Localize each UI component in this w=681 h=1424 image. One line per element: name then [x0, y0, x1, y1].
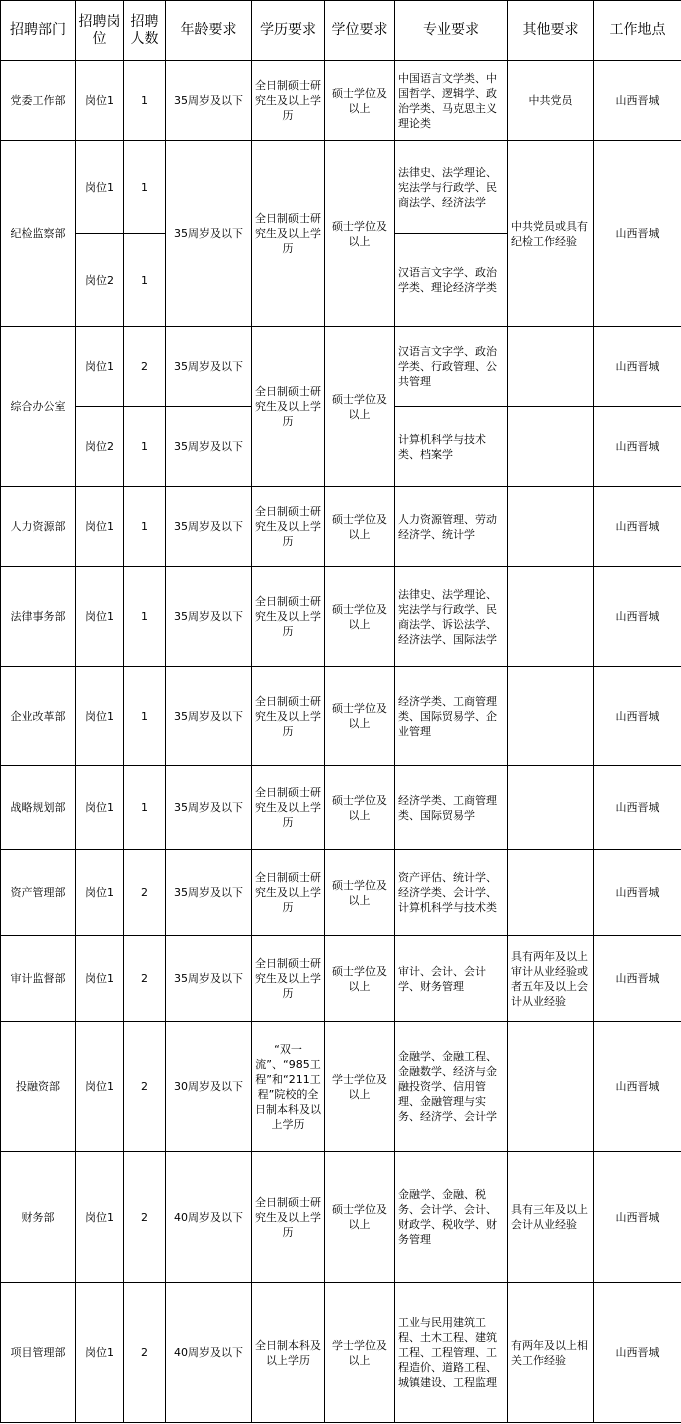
post-cell: 岗位1: [76, 850, 124, 936]
degree-cell: 硕士学位及以上: [325, 61, 395, 141]
other-cell: [508, 1022, 594, 1152]
header-count: 招聘人数: [124, 1, 166, 61]
degree-cell: 硕士学位及以上: [325, 141, 395, 327]
other-cell: 具有三年及以上会计从业经验: [508, 1152, 594, 1283]
major-cell: 计算机科学与技术类、档案学: [395, 407, 508, 487]
post-cell: 岗位1: [76, 766, 124, 850]
location-cell: 山西晋城: [594, 850, 681, 936]
count-cell: 2: [124, 327, 166, 407]
age-cell: 35周岁及以下: [166, 667, 252, 766]
age-cell: 35周岁及以下: [166, 850, 252, 936]
post-cell: 岗位1: [76, 327, 124, 407]
post-cell: 岗位1: [76, 61, 124, 141]
count-cell: 1: [124, 61, 166, 141]
major-cell: 中国语言文学类、中国哲学、逻辑学、政治学类、马克思主义理论类: [395, 61, 508, 141]
dept-cell: 财务部: [1, 1152, 76, 1283]
count-cell: 2: [124, 1152, 166, 1283]
other-cell: [508, 487, 594, 567]
edu-cell: 全日制硕士研究生及以上学历: [252, 61, 325, 141]
count-cell: 1: [124, 766, 166, 850]
dept-cell: 投融资部: [1, 1022, 76, 1152]
table-row: [1, 850, 681, 936]
other-cell: 具有两年及以上审计从业经验或者五年及以上会计从业经验: [508, 936, 594, 1022]
degree-cell: 硕士学位及以上: [325, 936, 395, 1022]
count-cell: 1: [124, 567, 166, 667]
degree-cell: 硕士学位及以上: [325, 766, 395, 850]
header-age: 年龄要求: [166, 1, 252, 61]
degree-cell: 硕士学位及以上: [325, 1152, 395, 1283]
dept-cell: 综合办公室: [1, 327, 76, 487]
count-cell: 2: [124, 936, 166, 1022]
table-row: [1, 567, 681, 667]
major-cell: 金融学、金融工程、金融数学、经济与金融投资学、信用管理、金融管理与实务、经济学、会计学: [395, 1022, 508, 1152]
major-cell: 工业与民用建筑工程、土木工程、建筑工程、工程管理、工程造价、道路工程、城镇建设、工程监理: [395, 1283, 508, 1423]
dept-cell: 审计监督部: [1, 936, 76, 1022]
location-cell: 山西晋城: [594, 61, 681, 141]
degree-cell: 硕士学位及以上: [325, 850, 395, 936]
table-row: [1, 61, 681, 141]
header-degree: 学位要求: [325, 1, 395, 61]
age-cell: 30周岁及以下: [166, 1022, 252, 1152]
table-row: [1, 766, 681, 850]
header-major: 专业要求: [395, 1, 508, 61]
major-cell: 审计、会计、会计学、财务管理: [395, 936, 508, 1022]
location-cell: 山西晋城: [594, 1022, 681, 1152]
other-cell: 中共党员或具有纪检工作经验: [508, 141, 594, 327]
table-row: [1, 141, 681, 234]
major-cell: 经济学类、工商管理类、国际贸易学、企业管理: [395, 667, 508, 766]
other-cell: 有两年及以上相关工作经验: [508, 1283, 594, 1423]
degree-cell: 学士学位及以上: [325, 1022, 395, 1152]
other-cell: [508, 407, 594, 487]
edu-cell: 全日制硕士研究生及以上学历: [252, 936, 325, 1022]
degree-cell: 硕士学位及以上: [325, 667, 395, 766]
post-cell: 岗位1: [76, 487, 124, 567]
major-cell: 人力资源管理、劳动经济学、统计学: [395, 487, 508, 567]
edu-cell: “双一流”、“985工程”和“211工程”院校的全日制本科及以上学历: [252, 1022, 325, 1152]
major-cell: 汉语言文字学、政治学类、行政管理、公共管理: [395, 327, 508, 407]
post-cell: 岗位1: [76, 1022, 124, 1152]
count-cell: 1: [124, 141, 166, 234]
major-cell: 法律史、法学理论、宪法学与行政学、民商法学、经济法学: [395, 141, 508, 234]
major-cell: 经济学类、工商管理类、国际贸易学: [395, 766, 508, 850]
location-cell: 山西晋城: [594, 487, 681, 567]
major-cell: 汉语言文字学、政治学类、理论经济学类: [395, 234, 508, 327]
location-cell: 山西晋城: [594, 567, 681, 667]
degree-cell: 硕士学位及以上: [325, 567, 395, 667]
table-row: [1, 936, 681, 1022]
edu-cell: 全日制硕士研究生及以上学历: [252, 1152, 325, 1283]
header-edu: 学历要求: [252, 1, 325, 61]
count-cell: 2: [124, 850, 166, 936]
major-cell: 资产评估、统计学、经济学类、会计学、计算机科学与技术类: [395, 850, 508, 936]
other-cell: [508, 766, 594, 850]
age-cell: 35周岁及以下: [166, 487, 252, 567]
major-cell: 金融学、金融、税务、会计学、会计、财政学、税收学、财务管理: [395, 1152, 508, 1283]
post-cell: 岗位1: [76, 141, 124, 234]
other-cell: [508, 567, 594, 667]
table-row: [1, 1152, 681, 1283]
count-cell: 2: [124, 1283, 166, 1423]
count-cell: 1: [124, 667, 166, 766]
count-cell: 1: [124, 407, 166, 487]
age-cell: 35周岁及以下: [166, 407, 252, 487]
post-cell: 岗位1: [76, 936, 124, 1022]
count-cell: 1: [124, 234, 166, 327]
degree-cell: 硕士学位及以上: [325, 487, 395, 567]
age-cell: 35周岁及以下: [166, 61, 252, 141]
post-cell: 岗位2: [76, 234, 124, 327]
age-cell: 35周岁及以下: [166, 567, 252, 667]
edu-cell: 全日制硕士研究生及以上学历: [252, 850, 325, 936]
location-cell: 山西晋城: [594, 936, 681, 1022]
location-cell: 山西晋城: [594, 667, 681, 766]
other-cell: [508, 850, 594, 936]
table-row: [1, 1022, 681, 1152]
post-cell: 岗位1: [76, 1283, 124, 1423]
location-cell: 山西晋城: [594, 766, 681, 850]
edu-cell: 全日制硕士研究生及以上学历: [252, 141, 325, 327]
header-row: [1, 1, 681, 61]
age-cell: 35周岁及以下: [166, 936, 252, 1022]
age-cell: 35周岁及以下: [166, 766, 252, 850]
header-location: 工作地点: [594, 1, 681, 61]
dept-cell: 法律事务部: [1, 567, 76, 667]
table-row: [1, 487, 681, 567]
location-cell: 山西晋城: [594, 327, 681, 407]
edu-cell: 全日制本科及以上学历: [252, 1283, 325, 1423]
header-dept: 招聘部门: [1, 1, 76, 61]
age-cell: 40周岁及以下: [166, 1152, 252, 1283]
location-cell: 山西晋城: [594, 1283, 681, 1423]
post-cell: 岗位1: [76, 667, 124, 766]
age-cell: 35周岁及以下: [166, 327, 252, 407]
count-cell: 2: [124, 1022, 166, 1152]
edu-cell: 全日制硕士研究生及以上学历: [252, 567, 325, 667]
dept-cell: 党委工作部: [1, 61, 76, 141]
age-cell: 35周岁及以下: [166, 141, 252, 327]
other-cell: [508, 667, 594, 766]
count-cell: 1: [124, 487, 166, 567]
major-cell: 法律史、法学理论、宪法学与行政学、民商法学、诉讼法学、经济法学、国际法学: [395, 567, 508, 667]
degree-cell: 学士学位及以上: [325, 1283, 395, 1423]
edu-cell: 全日制硕士研究生及以上学历: [252, 667, 325, 766]
table-row: [1, 667, 681, 766]
edu-cell: 全日制硕士研究生及以上学历: [252, 327, 325, 487]
dept-cell: 企业改革部: [1, 667, 76, 766]
location-cell: 山西晋城: [594, 141, 681, 327]
header-other: 其他要求: [508, 1, 594, 61]
dept-cell: 战略规划部: [1, 766, 76, 850]
dept-cell: 资产管理部: [1, 850, 76, 936]
dept-cell: 人力资源部: [1, 487, 76, 567]
header-post: 招聘岗位: [76, 1, 124, 61]
other-cell: 中共党员: [508, 61, 594, 141]
degree-cell: 硕士学位及以上: [325, 327, 395, 487]
post-cell: 岗位1: [76, 1152, 124, 1283]
location-cell: 山西晋城: [594, 1152, 681, 1283]
other-cell: [508, 327, 594, 407]
location-cell: 山西晋城: [594, 407, 681, 487]
table-row: [1, 1283, 681, 1423]
dept-cell: 纪检监察部: [1, 141, 76, 327]
table-row: [1, 327, 681, 407]
post-cell: 岗位1: [76, 567, 124, 667]
dept-cell: 项目管理部: [1, 1283, 76, 1423]
age-cell: 40周岁及以下: [166, 1283, 252, 1423]
post-cell: 岗位2: [76, 407, 124, 487]
edu-cell: 全日制硕士研究生及以上学历: [252, 487, 325, 567]
edu-cell: 全日制硕士研究生及以上学历: [252, 766, 325, 850]
